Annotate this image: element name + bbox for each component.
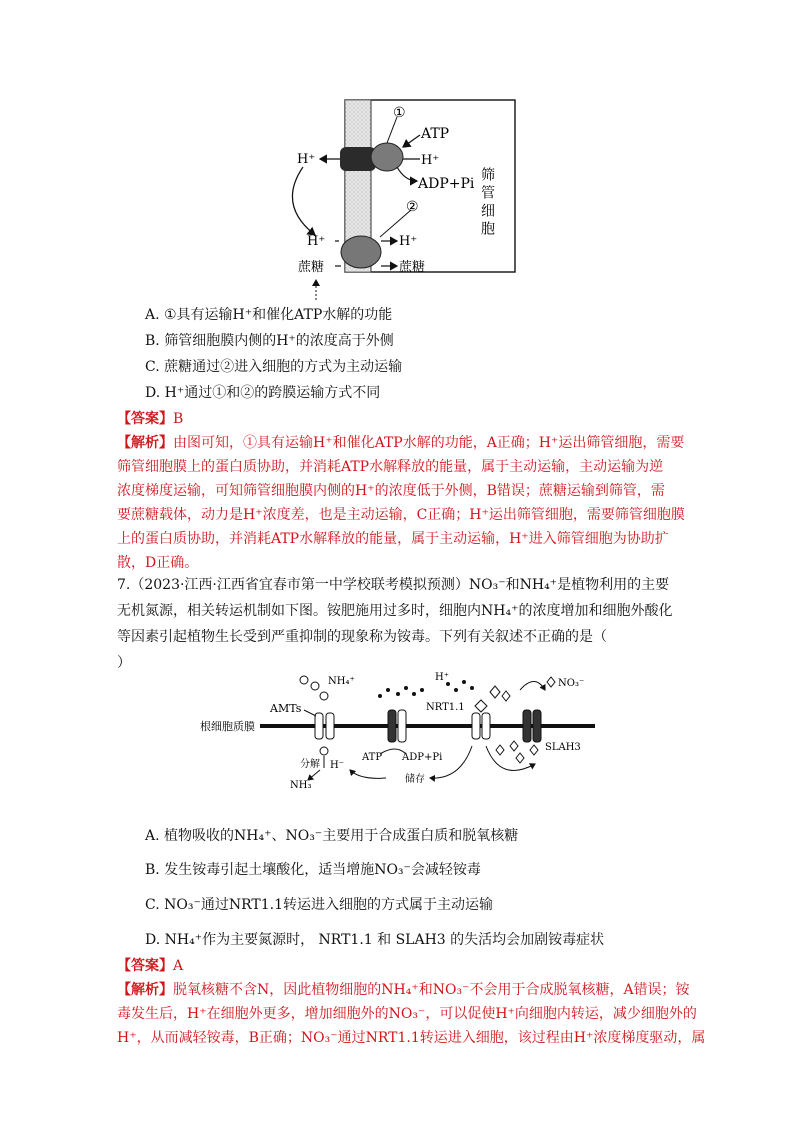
sieve-tube-diagram <box>285 95 520 305</box>
protein-2 <box>341 236 381 268</box>
q7-stem-line: 等因素引起植物生长受到严重抑制的现象称为铵毒。下列有关叙述不正确的是（ <box>117 629 607 645</box>
q7-option-a: A. 植物吸收的NH₄⁺、NO₃⁻主要用于合成蛋白质和脱氧核糖 <box>145 828 519 844</box>
q7-stem-line: ） <box>117 655 131 671</box>
q6-option-a: A. ①具有运输H⁺和催化ATP水解的功能 <box>145 307 393 323</box>
label-2: ② <box>406 199 419 215</box>
q6-option-c: C. 蔗糖通过②进入细胞的方式为主动运输 <box>145 359 403 375</box>
nh4-label: NH₄⁺ <box>328 676 355 687</box>
cell-label: 筛管细胞 <box>479 167 495 239</box>
h-plus-inner-label: H⁺ <box>421 153 440 168</box>
analysis-line: 脱氧核糖不含N，因此植物细胞的NH₄⁺和NO₃⁻不会用于合成脱氧核糖，A错误；铵 <box>173 982 690 998</box>
analysis-line: 筛管细胞膜上的蛋白质协助，并消耗ATP水解释放的能量，属于主动运输，主动运输为逆 <box>117 459 664 475</box>
q6-analysis <box>117 433 687 573</box>
q7-option-c: C. NO₃⁻通过NRT1.1转运进入细胞的方式属于主动运输 <box>145 897 493 913</box>
analysis-line: H⁺，从而减轻铵毒，B正确；NO₃⁻通过NRT1.1转运进入细胞，该过程由H⁺浓度梯度驱动，属 <box>117 1030 706 1046</box>
nitrogen-transport-diagram <box>200 668 595 798</box>
store-label: 储存 <box>405 774 425 785</box>
q7-option-b: B. 发生铵毒引起土壤酸化，适当增施NO₃⁻会减轻铵毒 <box>145 862 481 878</box>
h-plus-outer-label: H⁺ <box>297 152 316 167</box>
h-plus-in-label: H⁺ <box>399 234 418 249</box>
protein-1-head <box>371 143 403 171</box>
answer-value: B <box>173 411 184 427</box>
h-plus-lower-label: H⁺ <box>307 234 326 249</box>
analysis-line: 浓度梯度运输，可知筛管细胞膜内侧的H⁺的浓度低于外侧，B错误；蔗糖运输到筛管，需 <box>117 483 665 499</box>
nrt-label: NRT1.1 <box>426 702 465 713</box>
q7-answer <box>117 956 183 976</box>
membrane-label: 根细胞质膜 <box>200 720 255 733</box>
atp-label-2: ATP <box>362 752 383 763</box>
q7-stem <box>117 575 697 673</box>
q7-stem-line: 7.（2023·江西·江西省宜春市第一中学校联考模拟预测）NO₃⁻和NH₄⁺是植物利用的主要 <box>117 577 670 593</box>
q6-option-d: D. H⁺通过①和②的跨膜运输方式不同 <box>145 385 381 401</box>
decompose-label: 分解 <box>300 759 320 770</box>
h-minus-label: H⁻ <box>330 760 344 771</box>
q7-analysis <box>117 980 706 1048</box>
analysis-tag: 【解析】 <box>117 982 173 998</box>
atp-label: ATP <box>421 126 450 142</box>
adp-pi-label: ADP+Pi <box>418 176 475 192</box>
protein-1-membrane <box>340 147 376 171</box>
label-1: ① <box>393 105 406 121</box>
analysis-line: 上的蛋白质协助，并消耗ATP水解释放的能量，属于主动运输，H⁺进入筛管细胞为协助扩 <box>117 531 669 547</box>
analysis-tag: 【解析】 <box>117 435 173 451</box>
q7-stem-line: 无机氮源，相关转运机制如下图。铵肥施用过多时，细胞内NH₄⁺的浓度增加和细胞外酸化 <box>117 603 673 619</box>
sucrose-out-label: 蔗糖 <box>298 260 325 275</box>
q6-answer <box>117 409 183 429</box>
analysis-line: 要蔗糖载体，动力是H⁺浓度差，也是主动运输，C正确；H⁺运出筛管细胞，需要筛管细胞膜 <box>117 507 685 523</box>
nh3-label: NH₃ <box>290 780 312 791</box>
h-plus-label-2: H⁺ <box>435 672 449 683</box>
q7-option-d: D. NH₄⁺作为主要氮源时， NRT1.1 和 SLAH3 的失活均会加剧铵毒症状 <box>145 932 605 948</box>
analysis-line: 由图可知，①具有运输H⁺和催化ATP水解的功能，A正确；H⁺运出筛管细胞，需要 <box>173 435 685 451</box>
answer-value: A <box>173 958 184 974</box>
sucrose-in-label: 蔗糖 <box>399 260 426 275</box>
analysis-line: 毒发生后，H⁺在细胞外更多，增加细胞外的NO₃⁻，可以促使H⁺向细胞内转运，减少细胞外的 <box>117 1006 697 1022</box>
amts-label: AMTs <box>270 702 302 715</box>
answer-tag: 【答案】 <box>117 411 173 427</box>
slah3-label: SLAH3 <box>545 742 581 753</box>
no3-label: NO₃⁻ <box>558 678 585 689</box>
answer-tag: 【答案】 <box>117 958 173 974</box>
adp-pi-label-2: ADP+Pi <box>402 752 443 763</box>
q6-option-b: B. 筛管细胞膜内侧的H⁺的浓度高于外侧 <box>145 333 394 349</box>
analysis-line: 散，D正确。 <box>117 555 199 571</box>
